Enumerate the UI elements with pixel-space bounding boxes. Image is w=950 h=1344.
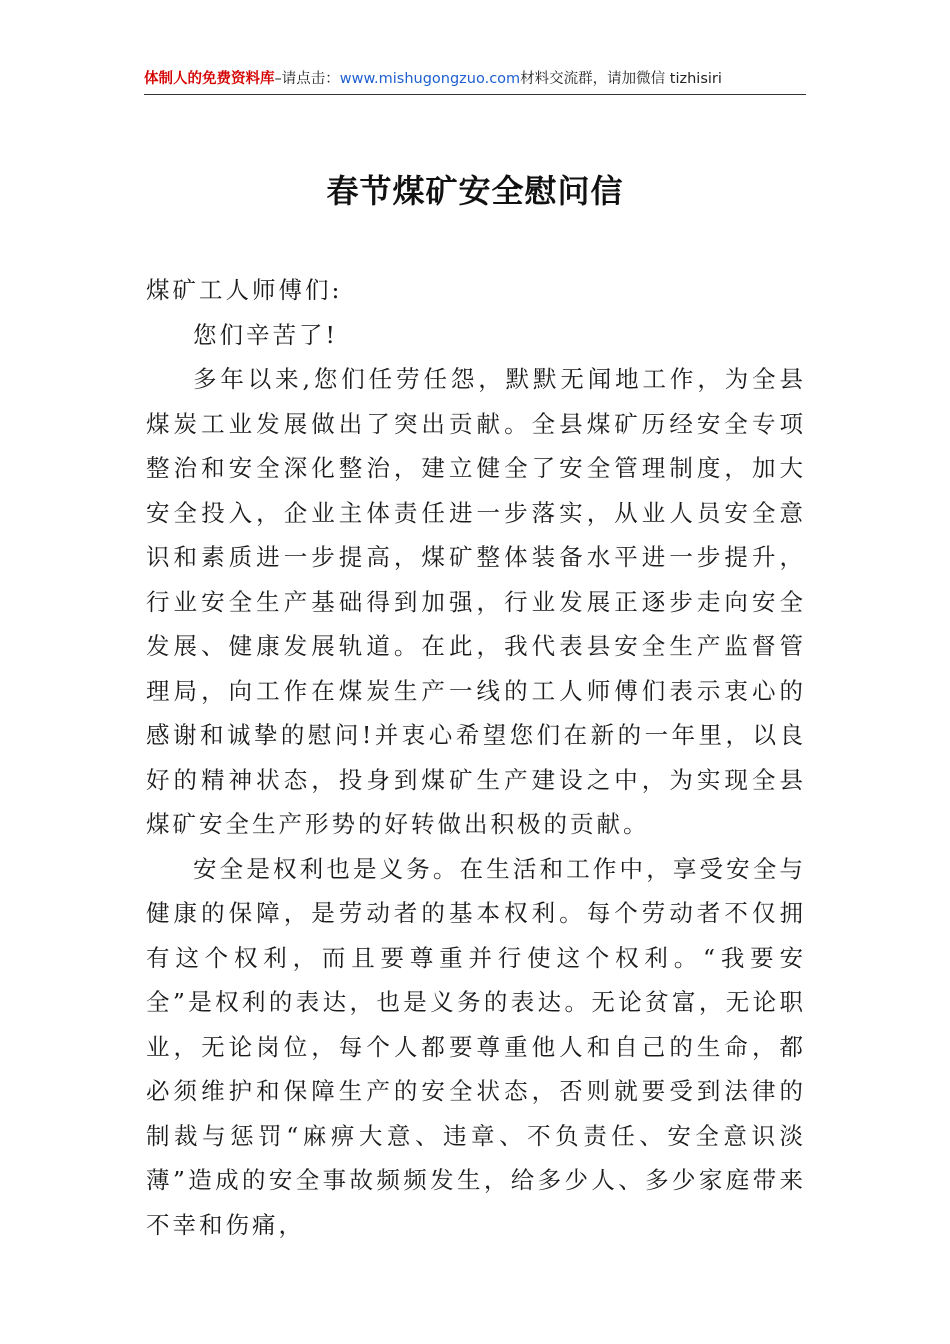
header-prompt: –请点击： [274,71,340,87]
header-brand: 体制人的免费资料库 [144,71,275,87]
document-body [146,268,806,1247]
page-header [144,68,806,95]
paragraph-greeting: 您们辛苦了! [193,320,338,349]
header-url-link[interactable]: www.mishugongzuo.com [339,71,521,87]
paragraph-achievements: 多年以来,您们任劳任怨，默默无闻地工作，为全县煤炭工业发展做出了突出贡献。全县煤矿历经安全专项整治和安全深化整治，建立健全了安全管理制度，加大安全投入，企业主体责任进一步落实，从业人员安全意识和素质进一步提高，煤矿整体装备水平进一步提升，行业安全生产基础得到加强，行业发展正逐步走向安全发展、健康发展轨道。在此，我代表县安全生产监督管理局，向工作在煤炭生产一线的工人师傅们表示衷心的感谢和诚挚的慰问!并衷心希望您们在新的一年里，以良好的精神状态，投身到煤矿生产建设之中，为实现全县煤矿安全生产形势的好转做出积极的贡献。 [146,365,806,838]
salutation: 煤矿工人师傅们: [146,276,343,304]
header-note: 材料交流群，请加微信 tizhisiri [520,71,722,87]
document-title: 春节煤矿安全慰问信 [326,172,624,210]
paragraph-safety-rights: 安全是权利也是义务。在生活和工作中，享受安全与健康的保障，是劳动者的基本权利。每个劳动者不仅拥有这个权利，而且要尊重并行使这个权利。“我要安全”是权利的表达，也是义务的表达。无论贫富，无论职业，无论岗位，每个人都要尊重他人和自己的生命，都必须维护和保障生产的安全状态，否则就要受到法律的制裁与惩罚“麻痹大意、违章、不负责任、安全意识淡薄”造成的安全事故频频发生，给多少人、多少家庭带来不幸和伤痛， [146,854,806,1239]
